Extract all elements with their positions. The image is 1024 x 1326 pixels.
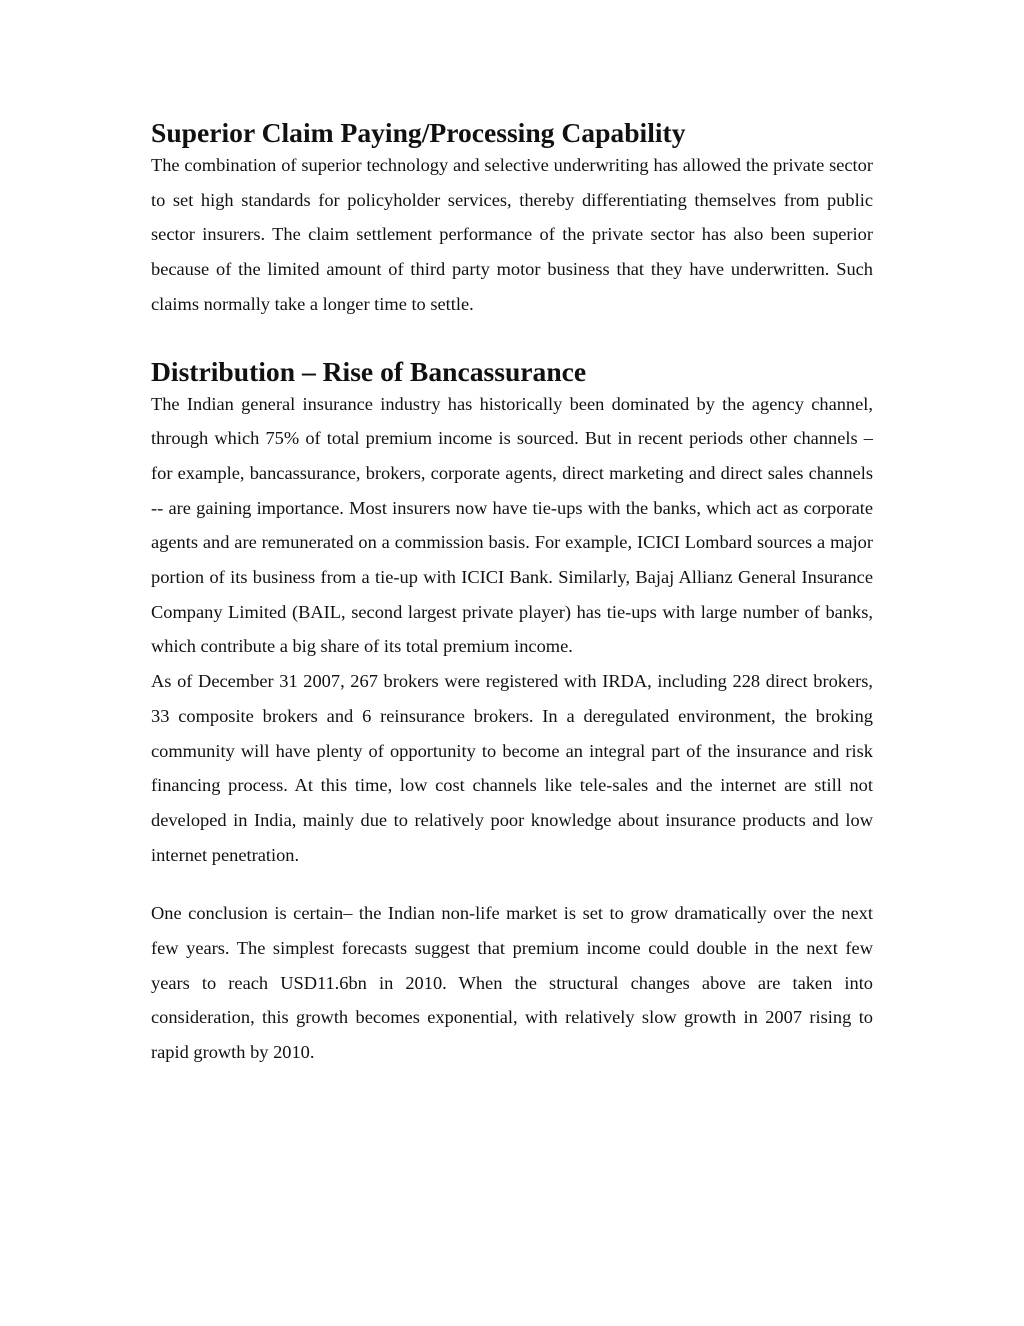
- section-heading: Superior Claim Paying/Processing Capability: [151, 117, 686, 148]
- section-spacer: [151, 322, 873, 357]
- section-heading: Distribution – Rise of Bancassurance: [151, 355, 587, 387]
- paragraph: As of December 31 2007, 267 brokers were registered with IRDA, including 228 direct brokers, 33 composite brokers and 6 reinsurance brokers. In a deregulated environment, the broking community will have plenty of opportunity to become an integral part of the insurance and risk financing process. At this time, low cost channels like tele-sales and the internet are still not developed in India, mainly due to relatively poor knowledge about insurance products and low internet penetration.: [151, 671, 873, 865]
- document-page: [151, 118, 873, 1070]
- section-distribution: [151, 357, 873, 873]
- section-claim-capability: [151, 118, 873, 322]
- paragraph: The Indian general insurance industry has historically been dominated by the agency channel, through which 75% of total premium income is sourced. But in recent periods other channels – for example, bancassurance, brokers, corporate agents, direct marketing and direct sales channels -- are gaining importance. Most insurers now have tie-ups with the banks, which act as corporate agents and are remunerated on a commission basis. For example, ICICI Lombard sources a major portion of its business from a tie-up with ICICI Bank. Similarly, Bajaj Allianz General Insurance Company Limited (BAIL, second largest private player) has tie-ups with large number of banks, which contribute a big share of its total premium income.: [151, 393, 873, 657]
- paragraph-spacer: [151, 872, 873, 896]
- conclusion-paragraph: One conclusion is certain– the Indian non-life market is set to grow dramatically over the next few years. The simplest forecasts suggest that premium income could double in the next few years to reach USD11.6bn in 2010. When the structural changes above are taken into consideration, this growth becomes exponential, with relatively slow growth in 2007 rising to rapid growth by 2010.: [151, 903, 873, 1063]
- paragraph: The combination of superior technology and selective underwriting has allowed the private sector to set high standards for policyholder services, thereby differentiating themselves from public sector insurers. The claim settlement performance of the private sector has also been superior because of the limited amount of third party motor business that they have underwritten. Such claims normally take a longer time to settle.: [151, 155, 873, 314]
